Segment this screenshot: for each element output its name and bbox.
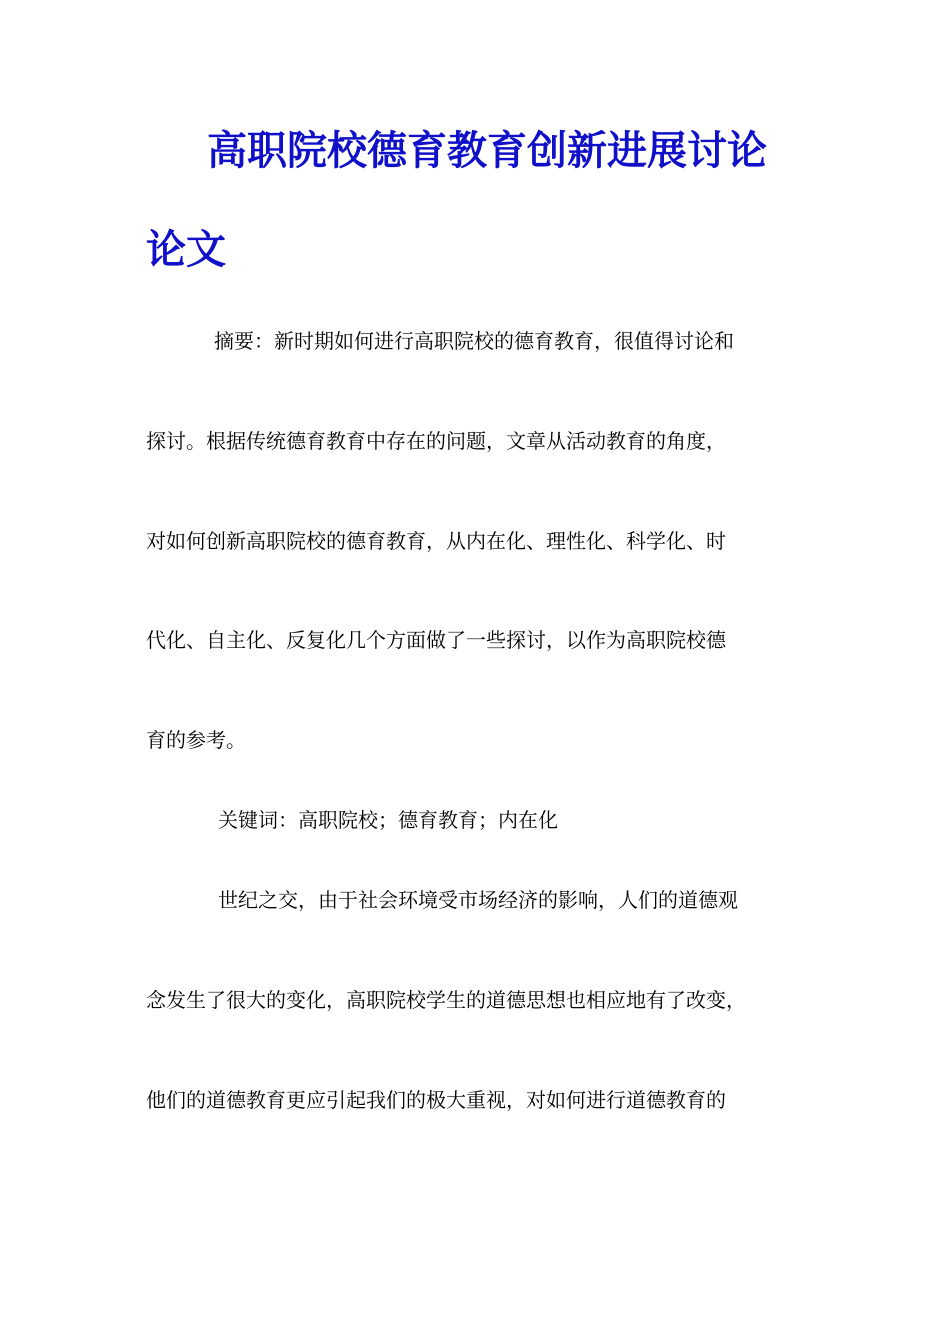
document-title-line-1: 高职院校德育教育创新进展讨论 — [207, 127, 767, 174]
abstract-line-2: 探讨。根据传统德育教育中存在的问题，文章从活动教育的角度， — [146, 429, 726, 453]
body-line-1: 世纪之交，由于社会环境受市场经济的影响，人们的道德观 — [218, 888, 738, 912]
abstract-line-5: 育的参考。 — [146, 728, 246, 752]
abstract-line-3: 对如何创新高职院校的德育教育，从内在化、理性化、科学化、时 — [146, 529, 726, 553]
keywords-line: 关键词：高职院校；德育教育；内在化 — [218, 808, 558, 832]
abstract-line-4: 代化、自主化、反复化几个方面做了一些探讨，以作为高职院校德 — [146, 628, 726, 652]
body-line-2: 念发生了很大的变化，高职院校学生的道德思想也相应地有了改变， — [146, 988, 746, 1012]
abstract-line-1: 摘要：新时期如何进行高职院校的德育教育，很值得讨论和 — [214, 329, 734, 353]
body-line-3: 他们的道德教育更应引起我们的极大重视，对如何进行道德教育的 — [146, 1088, 726, 1112]
document-title-line-2: 论文 — [146, 226, 226, 273]
